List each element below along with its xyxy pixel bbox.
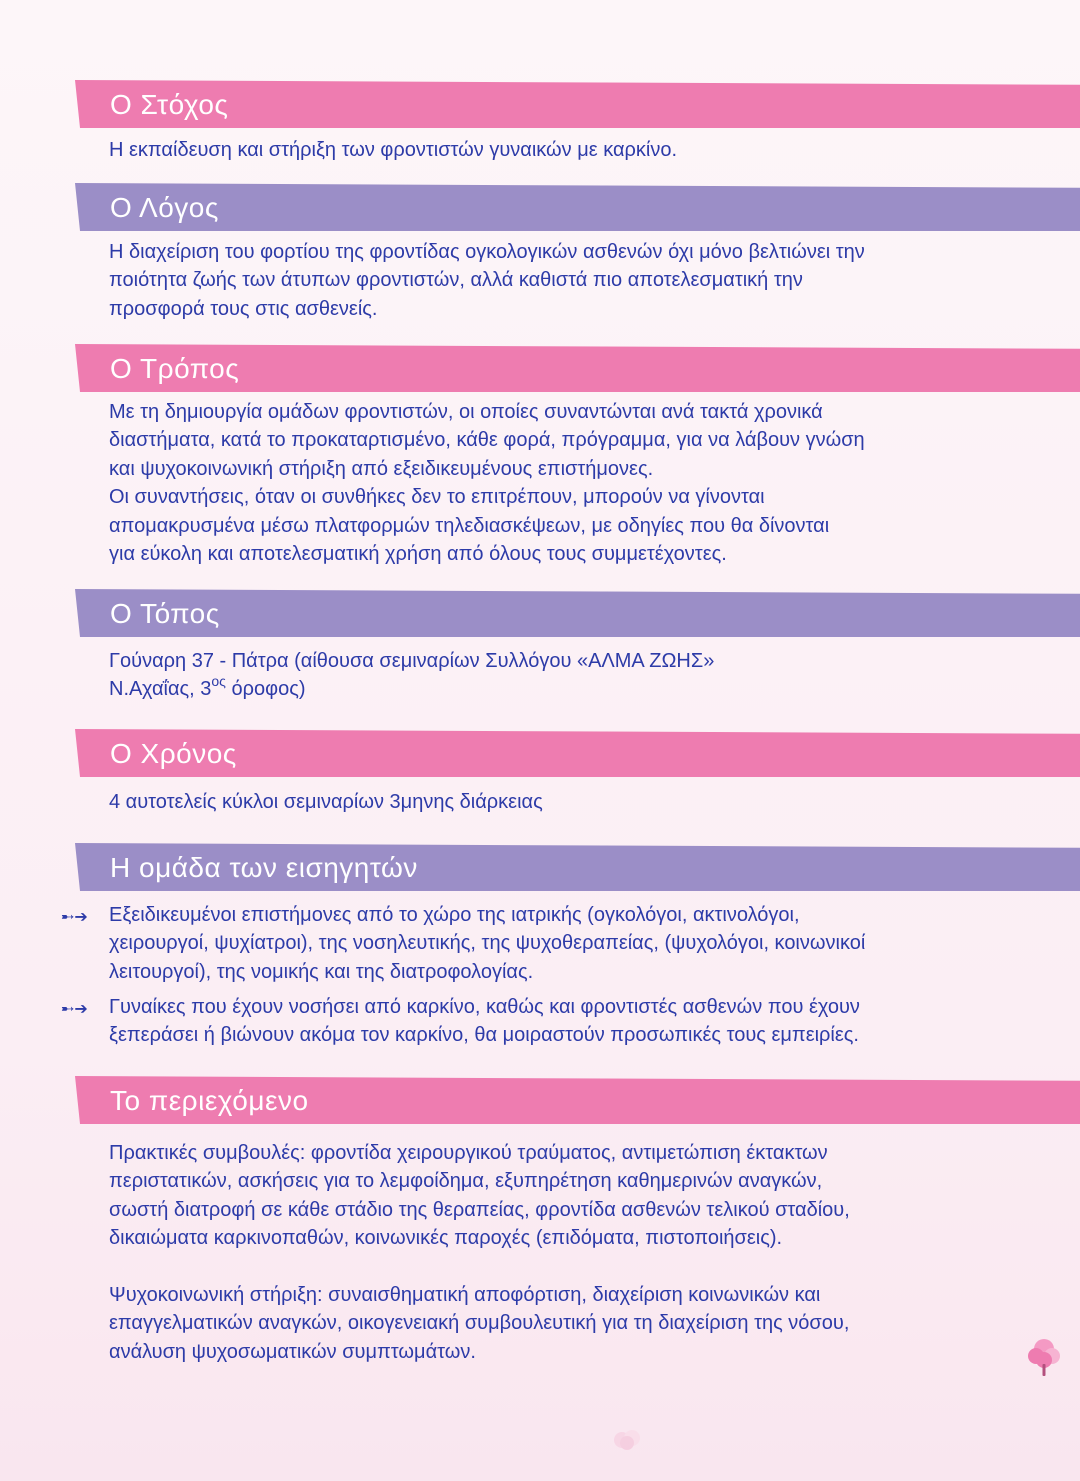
speakers-line: λειτουργοί), της νομικής και της διατροφολογίας. [109, 960, 534, 983]
content-paragraph-2 [109, 1281, 1009, 1366]
method-line: διαστήματα, κατά το προκαταρτισμένο, κάθε φορά, πρόγραμμα, για να λάβουν γνώση [109, 429, 865, 452]
section-title-goal: Ο Στόχος [110, 89, 229, 120]
flower-icon [1026, 1336, 1062, 1378]
content-paragraph-1 [109, 1139, 1009, 1253]
method-line: για εύκολη και αποτελεσματική χρήση από όλους τους συμμετέχοντες. [109, 543, 727, 566]
reason-line: ποιότητα ζωής των άτυπων φροντιστών, αλλά καθιστά πιο αποτελεσματική την [109, 269, 803, 292]
method-line: απομακρυσμένα μέσω πλατφορμών τηλεδιασκέψεων, με οδηγίες που θα δίνονται [109, 514, 830, 537]
arrow-bullet-icon: ➸➔ [61, 907, 88, 926]
place-floor-sup: ος [211, 672, 226, 689]
section-band-place [75, 589, 1080, 637]
method-line: Με τη δημιουργία ομάδων φροντιστών, οι οποίες συναντώνται ανά τακτά χρονικά [109, 401, 823, 423]
place-floor-suffix: όροφος) [225, 678, 306, 701]
content-line: ανάλυση ψυχοσωματικών συμπτωμάτων. [109, 1340, 476, 1363]
content-line: επαγγελματικών αναγκών, οικογενειακή συμβουλευτική για τη διαχείριση της νόσου, [109, 1312, 850, 1335]
content-line: δικαιώματα καρκινοπαθών, κοινωνικές παροχές (επιδόματα, πιστοποιήσεις). [109, 1227, 783, 1250]
content-line: Ψυχοκοινωνική στήριξη: συναισθηματική αποφόρτιση, διαχείριση κοινωνικών και [109, 1284, 821, 1306]
place-text [109, 647, 1009, 704]
method-line: Οι συναντήσεις, όταν οι συνθήκες δεν το επιτρέπουν, μπορούν να γίνονται [109, 486, 765, 509]
speakers-bullet-1 [109, 901, 1009, 986]
content-line: Πρακτικές συμβουλές: φροντίδα χειρουργικού τραύματος, αντιμετώπιση έκτακτων [109, 1142, 828, 1164]
reason-line: προσφορά τους στις ασθενείς. [109, 297, 378, 320]
content-line: περιστατικών, ασκήσεις για το λεμφοίδημα, εξυπηρέτηση καθημερινών αναγκών, [109, 1170, 823, 1193]
section-title-content: Το περιεχόμενο [110, 1085, 309, 1116]
time-text: 4 αυτοτελείς κύκλοι σεμιναρίων 3μηνης διάρκειας [109, 791, 543, 813]
section-title-time: Ο Χρόνος [110, 738, 237, 769]
goal-text: Η εκπαίδευση και στήριξη των φροντιστών γυναικών με καρκίνο. [109, 139, 678, 161]
speakers-line: χειρουργοί, ψυχίατροι), της νοσηλευτικής, της ψυχοθεραπείας, (ψυχολόγοι, κοινωνικοί [109, 932, 866, 955]
section-title-place: Ο Τόπος [110, 598, 220, 629]
section-band-reason [75, 183, 1080, 231]
speakers-line: Εξειδικευμένοι επιστήμονες από το χώρο της ιατρικής (ογκολόγοι, ακτινολόγοι, [109, 904, 800, 926]
speakers-bullet-2 [109, 993, 1009, 1050]
section-title-speakers: Η ομάδα των εισηγητών [110, 852, 418, 883]
place-floor-prefix: Ν.Αχαΐας, 3 [109, 678, 212, 701]
section-title-method: Ο Τρόπος [110, 353, 240, 384]
speakers-line: ξεπεράσει ή βιώνουν ακόμα τον καρκίνο, θα μοιραστούν προσωπικές τους εμπειρίες. [109, 1024, 859, 1047]
flower-icon [612, 1428, 642, 1452]
reason-line: Η διαχείριση του φορτίου της φροντίδας ογκολογικών ασθενών όχι μόνο βελτιώνει την [109, 241, 865, 263]
method-text [109, 398, 1009, 568]
section-title-reason: Ο Λόγος [110, 192, 219, 223]
content-line: σωστή διατροφή σε κάθε στάδιο της θεραπείας, φροντίδα ασθενών τελικού σταδίου, [109, 1198, 850, 1221]
place-address-line: Γούναρη 37 - Πάτρα (αίθουσα σεμιναρίων Συλλόγου «ΑΛΜΑ ΖΩΗΣ» [109, 650, 715, 672]
method-line: και ψυχοκοινωνική στήριξη από εξειδικευμένους επιστήμονες. [109, 457, 654, 480]
reason-text [109, 238, 1009, 323]
speakers-line: Γυναίκες που έχουν νοσήσει από καρκίνο, καθώς και φροντιστές ασθενών που έχουν [109, 996, 860, 1018]
arrow-bullet-icon: ➸➔ [61, 999, 88, 1018]
place-floor-line [109, 672, 1009, 703]
